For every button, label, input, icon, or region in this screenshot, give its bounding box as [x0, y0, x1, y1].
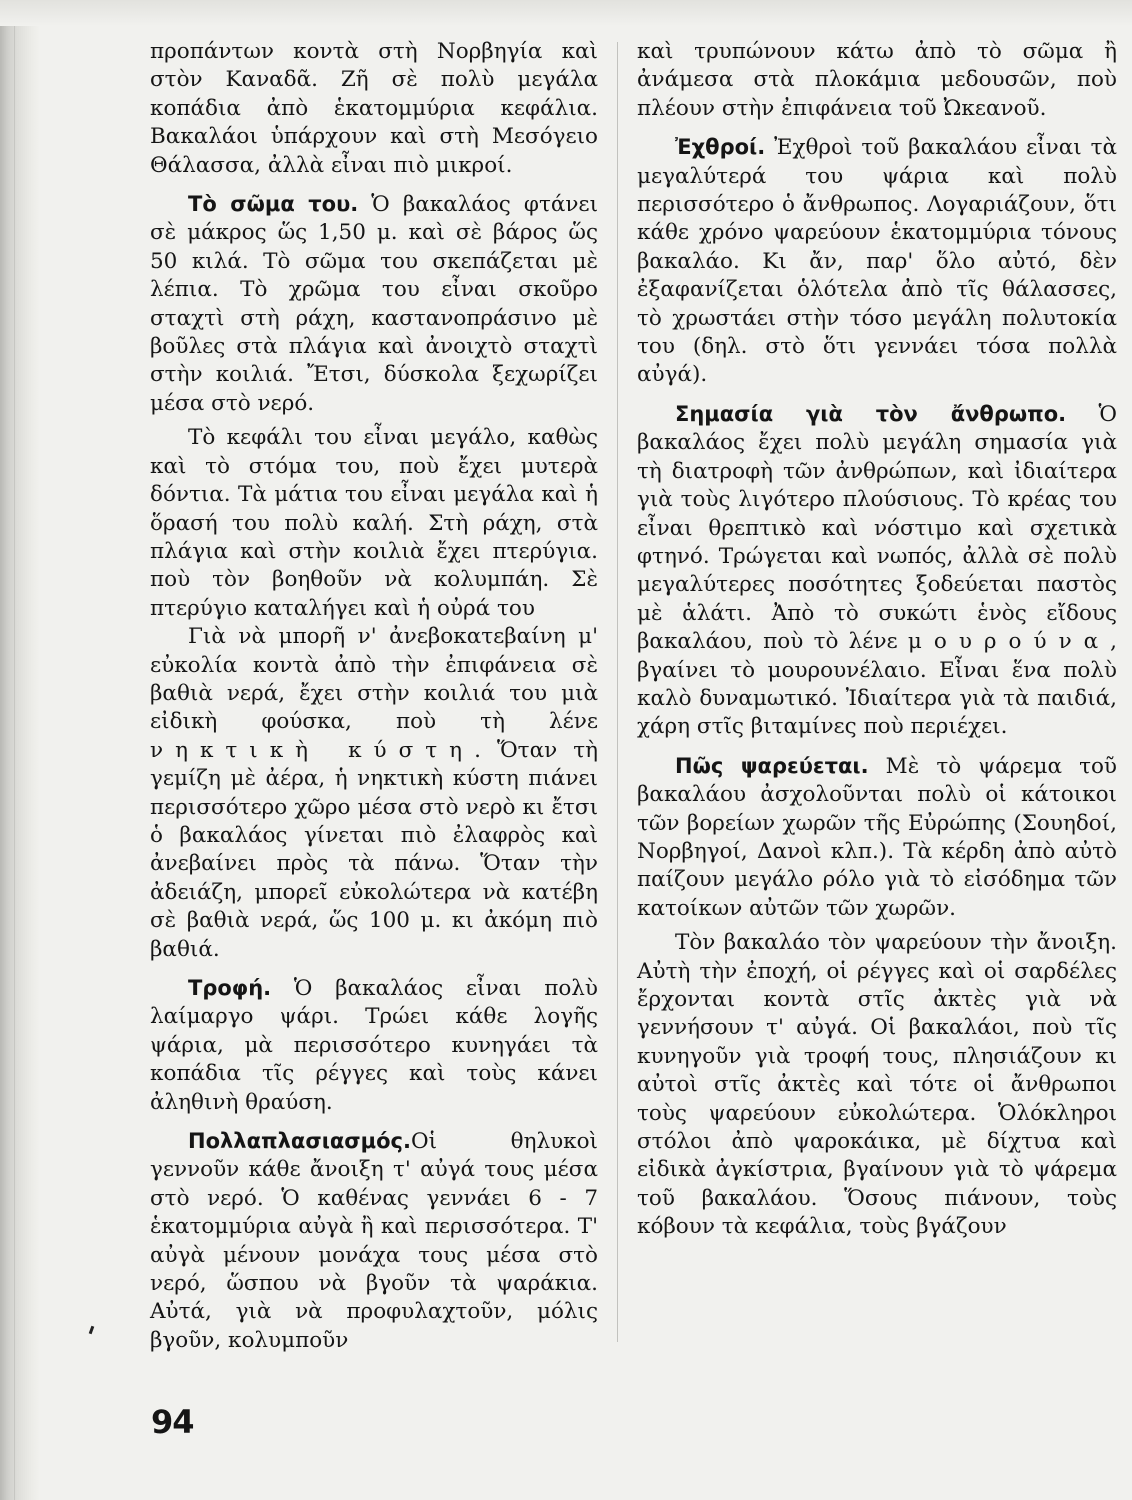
spaced-term-cod-variety: μουρούνα — [907, 629, 1111, 655]
stray-ink-mark — [89, 1326, 95, 1335]
section-heading-reproduction: Πολλαπλασιασμός. — [188, 1129, 411, 1154]
left-column — [150, 38, 598, 1355]
paragraph-head: Τὸ κεφάλι του εἶναι μεγάλο, καθὼς καὶ τὸ στόμα του, ποὺ ἔχει μυτερὰ δόντια. Τὰ μάτια του εἶναι μεγάλα καὶ ἡ ὅρασή του πολὺ καλή. Στὴ ράχη, στὰ πλάγια καὶ στὴν κοιλιὰ ἔχει πτερύγια. ποὺ τὸν βοηθοῦν νὰ κολυμπάη. Σὲ πτερύγιο καταλήγει καὶ ἡ οὐρά του — [150, 425, 598, 621]
paragraph-enemies: Ἐχθροί. Ἐχθροὶ τοῦ βακαλάου εἶναι τὰ μεγαλύτερά του ψάρια καὶ πολὺ περισσότερο ὁ ἄνθρωπος. Λογαριάζουν, ὅτι κάθε χρόνο ψαρεύουν ἑκατομμύρια τόνους βακαλάο. Κι ἄν, παρ' ὅλο αὐτό, δὲν ἐξαφανίζεται ὁλότελα ἀπὸ τῖς θάλασσες, τὸ χρωστάει στὴν τόσο μεγάλη πολυτοκία του (δηλ. στὸ ὅτι γεννάει τόσα πολλὰ αὐγά). — [637, 135, 1117, 388]
spaced-term-swim-bladder: νηκτικὴ κύστη — [150, 737, 475, 763]
column-divider — [617, 42, 618, 1342]
paragraph-body: Τὸ σῶμα του. Ὁ βακαλάος φτάνει σὲ μάκρος ὥς 1,50 μ. καὶ σὲ βάρος ὥς 50 κιλά. Τὸ σῶμα του σκεπάζεται μὲ λέπια. Τὸ χρῶμα του εἶναι σκοῦρο σταχτὶ στὴ ράχη, καστανοπράσινο μὲ βοῦλες στὰ πλάγια καὶ ἀνοιχτὸ σταχτὶ στὴν κοιλιά. Ἔτσι, δύσκολα ξεχωρίζει μέσα στὸ νερό. — [150, 192, 598, 416]
paragraph-intro: προπάντων κοντὰ στὴ Νορβηγία καὶ στὸν Καναδᾶ. Ζῆ σὲ πολὺ μεγάλα κοπάδια ἀπὸ ἑκατομμύρια κεφάλια. Βακαλάοι ὑπάρχουν καὶ στὴ Μεσόγειο Θάλασσα, ἀλλὰ εἶναι πιὸ μικροί. — [150, 39, 598, 178]
paragraph-swim-bladder: Γιὰ νὰ μπορῆ ν' ἀνεβοκατεβαίνη μ' εὐκολία κοντὰ ἀπὸ τὴν ἐπιφάνεια σὲ βαθιὰ νερά, ἔχει στὴν κοιλιά του μιὰ εἰδικὴ φούσκα, ποὺ τὴ λένε νηκτικὴ κύστη. Ὅταν τὴ γεμίζη μὲ ἀέρα, ἡ νηκτικὴ κύστη πιάνει περισσότερο χῶρο μέσα στὸ νερὸ κι ἔτσι ὁ βακαλάος γίνεται πιὸ ἐλαφρὸς καὶ ἀνεβαίνει πρὸς τὰ πάνω. Ὅταν τὴν ἀδειάζη, μπορεῖ εὐκολώτερα νὰ κατέβη σὲ βαθιὰ νερά, ὥς 100 μ. κι ἀκόμη πιὸ βαθιά. — [150, 624, 599, 962]
paragraph-food: Τροφή. Ὁ βακαλάος εἶναι πολὺ λαίμαργο ψάρι. Τρώει κάθε λογῆς ψάρια, μὰ περισσότερο κυνηγάει τὰ κοπάδια τῖς ρέγγες καὶ τοὺς κάνει ἀληθινὴ θραύση. — [150, 976, 598, 1115]
page-number: 94 — [151, 1403, 194, 1441]
paragraph-reproduction: Πολλαπλασιασμός.Οἱ θηλυκοὶ γεννοῦν κάθε ἄνοιξη τ' αὐγά τους μέσα στὸ νερό. Ὁ καθένας γεννάει 6 - 7 ἑκατομμύρια αὐγὰ ἢ καὶ περισσότερα. Τ' αὐγὰ μένουν μονάχα τους μέσα στὸ νερό, ὥσπου νὰ βγοῦν τὰ ψαράκια. Αὐτά, γιὰ νὰ προφυλαχτοῦν, μόλις βγοῦν, κολυμποῦν — [150, 1129, 598, 1353]
paragraph-fishing: Πῶς ψαρεύεται. Μὲ τὸ ψάρεμα τοῦ βακαλάου ἀσχολοῦνται πολὺ οἱ κάτοικοι τῶν βορείων χωρῶν τῆς Εὐρώπης (Σουηδοί, Νορβηγοί, Δανοὶ κλπ.). Τὰ κέρδη ἀπὸ αὐτὸ παίζουν μεγάλο ρόλο γιὰ τὸ εἰσόδημα τῶν κατοίκων αὐτῶν τῶν χωρῶν. — [637, 753, 1117, 921]
section-heading-importance: Σημασία γιὰ τὸν ἄνθρωπο. — [675, 401, 1067, 426]
section-heading-fishing: Πῶς ψαρεύεται. — [675, 753, 869, 778]
right-column — [637, 38, 1117, 1242]
paragraph-continuation: καὶ τρυπώνουν κάτω ἀπὸ τὸ σῶμα ἢ ἀνάμεσα στὰ πλοκάμια μεδουσῶν, ποὺ πλέουν στὴν ἐπιφάνεια τοῦ Ὠκεανοῦ. — [637, 39, 1117, 121]
section-heading-food: Τροφή. — [188, 976, 272, 1000]
page-binding-edge — [0, 0, 40, 1500]
section-heading-enemies: Ἐχθροί. — [675, 135, 766, 160]
page-top-shadow — [0, 0, 1132, 26]
paragraph-fishing-season: Τὸν βακαλάο τὸν ψαρεύουν τὴν ἄνοιξη. Αὐτὴ τὴν ἐποχή, οἱ ρέγγες καὶ οἱ σαρδέλες ἔρχονται κοντὰ στῖς ἀκτὲς γιὰ νὰ γεννήσουν τ' αὐγά. Οἱ βακαλάοι, ποὺ τῖς κυνηγοῦν γιὰ τροφή τους, πλησιάζουν κι αὐτοὶ στῖς ἀκτὲς καὶ τότε οἱ ἄνθρωποι τοὺς ψαρεύουν εὐκολώτερα. Ὁλόκληροι στόλοι ἀπὸ ψαροκάικα, μὲ δίχτυα καὶ εἰδικὰ ἀγκίστρια, βγαίνουν γιὰ τὸ ψάρεμα τοῦ βακαλάου. Ὅσους πιάνουν, τοὺς κόβουν τὰ κεφάλια, τοὺς βγάζουν — [637, 930, 1117, 1240]
section-heading-body: Τὸ σῶμα του. — [188, 192, 359, 217]
paragraph-importance: Σημασία γιὰ τὸν ἄνθρωπο. Ὁ βακαλάος ἔχει πολὺ μεγάλη σημασία γιὰ τὴ διατροφὴ τῶν ἀνθρώπων, καὶ ἰδιαίτερα γιὰ τοὺς λιγότερο πλούσιους. Τὸ κρέας του εἶναι θρεπτικὸ καὶ νόστιμο καὶ σχετικὰ φτηνό. Τρώγεται καὶ νωπός, ἀλλὰ σὲ πολὺ μεγαλύτερες ποσότητες ξοδεύεται παστὸς μὲ ἁλάτι. Ἀπὸ τὸ συκώτι ἑνὸς εἴδους βακαλάου, ποὺ τὸ λένε μουρούνα, βγαίνει τὸ μουρουνέλαιο. Εἶναι ἕνα πολὺ καλὸ δυναμωτικό. Ἰδιαίτερα γιὰ τὰ παιδιά, χάρη στῖς βιταμίνες ποὺ περιέχει. — [637, 401, 1117, 740]
